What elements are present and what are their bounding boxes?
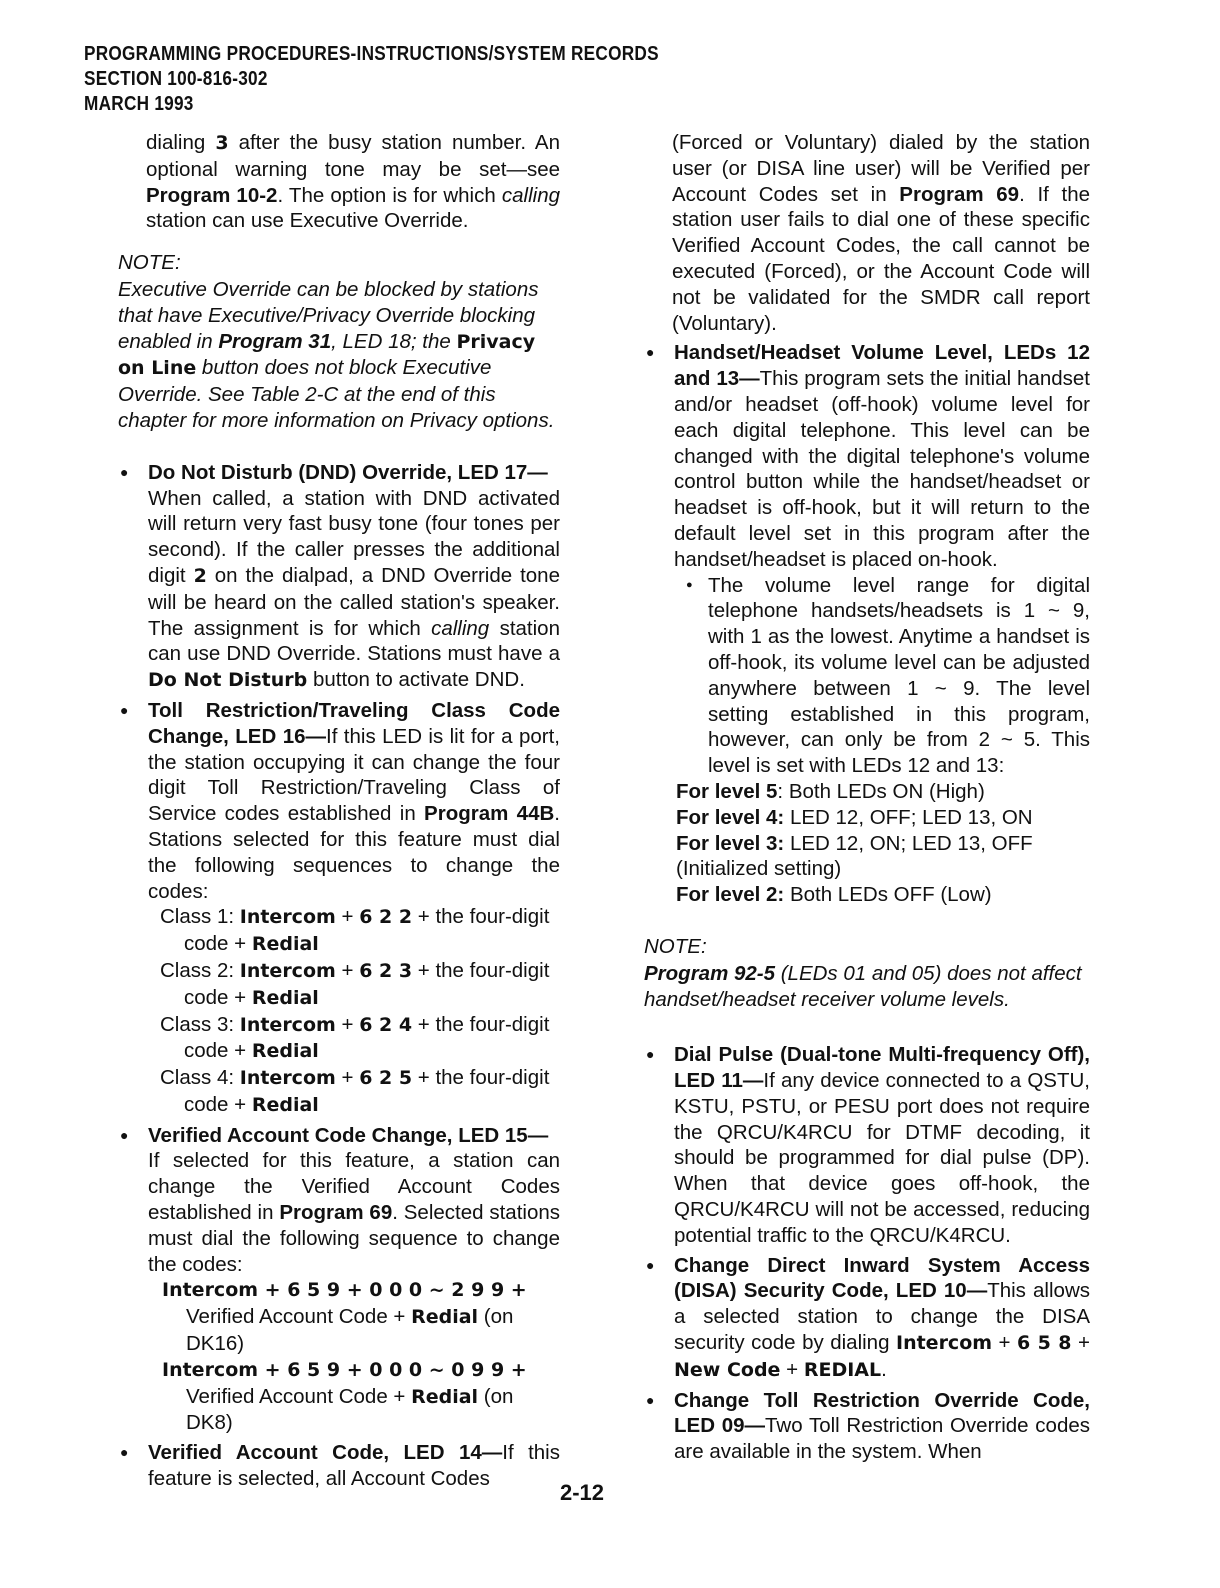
class-sequence-2: Class 2: Intercom + 6 2 3 + the four-digit code + Redial — [160, 958, 550, 1009]
toll-override-code-item: ● Change Toll Restriction Override Code, LED 09—Two Toll Restriction Override codes are available in the system. When — [644, 1388, 1090, 1465]
handset-volume-item: ● Handset/Headset Volume Level, LEDs 12 and 13—This program sets the initial handset and/or headset (off-hook) volume level for each digital telephone. This level can be changed with the digital telephone's volume control button while the handset/headset or headset is off-hook, but it will return to the default level set in this program after the handset/headset is placed on-hook. — [644, 340, 1090, 572]
verified-sequence-dk8: Intercom + 6 5 9 + 0 0 0 ~ 0 9 9 + Verified Account Code + Redial (on DK8) — [162, 1358, 527, 1435]
class-sequence-4: Class 4: Intercom + 6 2 5 + the four-digit code + Redial — [160, 1066, 550, 1116]
level-2: For level 2: Both LEDs OFF (Low) — [676, 883, 992, 907]
disa-security-code-item: ● Change Direct Inward System Access (DISA) Security Code, LED 10—This allows a selected station to change the DISA security code by dialing Intercom + 6 5 8 + New Code + REDIAL. — [644, 1253, 1090, 1384]
verified-account-code-item: ● Verified Account Code, LED 14—If this feature is selected, all Account Codes — [118, 1440, 560, 1492]
executive-override-note: NOTE: Executive Override can be blocked by stations that have Executive/Privacy Override blocking enabled in Program 31, LED 18; the Privacy on Line button does not block Executive Override. See Table 2-C at the end of this chapter for more information on Privacy options. — [118, 251, 555, 432]
page-number: 2-12 — [560, 1480, 605, 1505]
class-sequence-1: Class 1: Intercom + 6 2 2 + the four-digit code + Redial — [160, 905, 550, 956]
page-header — [84, 42, 659, 117]
toll-restriction-item: ● Toll Restriction/Traveling Class Code Change, LED 16—If this LED is lit for a port, the station occupying it can change the four digit Toll Restriction/Traveling Class of Service codes established in Program 44B. Stations selected for this feature must dial the following sequences to change the codes: — [118, 698, 560, 904]
dial-pulse-item: ● Dial Pulse (Dual-tone Multi-frequency Off), LED 11—If any device connected to a QSTU, KSTU, PSTU, or PESU port does not require the QRCU/K4RCU for DTMF decoding, it should be programmed for dial pulse (DP). When that device goes off-hook, the QRCU/K4RCU will not be accessed, reducing potential traffic to the QRCU/K4RCU. — [644, 1042, 1090, 1248]
intro-paragraph: dialing 3 after the busy station number. An optional warning tone may be set—see Program 10-2. The option is for which calling station can use Executive Override. — [146, 131, 560, 233]
class-sequence-3: Class 3: Intercom + 6 2 4 + the four-digit code + Redial — [160, 1012, 550, 1063]
left-column — [118, 130, 560, 1492]
header-title: PROGRAMMING PROCEDURES-INSTRUCTIONS/SYSTEM RECORDS — [84, 43, 659, 65]
dnd-override-item: ● Do Not Disturb (DND) Override, LED 17— When called, a station with DND activated will return very fast busy tone (four tones per second). If the caller presses the additional digit 2 on the dialpad, a DND Override tone will be heard on the called station's speaker. The assignment is for which calling station can use DND Override. Stations must have a Do Not Disturb button to activate DND. — [118, 460, 560, 694]
volume-note: NOTE: Program 92-5 (LEDs 01 and 05) does not affect handset/headset receiver volume levels. — [644, 934, 1082, 1011]
verified-sequence-dk16: Intercom + 6 5 9 + 0 0 0 ~ 2 9 9 + Verified Account Code + Redial (on DK16) — [162, 1279, 527, 1356]
right-column — [644, 130, 1090, 1465]
header-date: MARCH 1993 — [84, 93, 194, 115]
verified-account-code-change-item: ● Verified Account Code Change, LED 15— If selected for this feature, a station can change the Verified Account Codes established in Program 69. Selected stations must dial the following sequence to change the codes: — [118, 1123, 560, 1278]
account-code-continuation: (Forced or Voluntary) dialed by the station user (or DISA line user) will be Verified per Account Codes set in Program 69. If the station user fails to dial one of these specific Verified Account Codes, the call cannot be executed (Forced), or the Account Code will not be validated for the SMDR call report (Voluntary). — [672, 131, 1090, 335]
level-5: For level 5: Both LEDs ON (High) — [676, 779, 985, 803]
level-4: For level 4: LED 12, OFF; LED 13, ON — [676, 805, 1033, 829]
header-section: SECTION 100-816-302 — [84, 68, 268, 90]
level-3: For level 3: LED 12, ON; LED 13, OFF (Initialized setting) — [676, 831, 1033, 881]
volume-range-subitem: ● The volume level range for digital telephone handsets/headsets is 1 ~ 9, with 1 as the lowest. Anytime a handset is off-hook, its volume level can be adjusted anywhere between 1 ~ 9. The level setting established in this program, however, can only be from 2 ~ 5. This level is set with LEDs 12 and 13: — [644, 573, 1090, 779]
